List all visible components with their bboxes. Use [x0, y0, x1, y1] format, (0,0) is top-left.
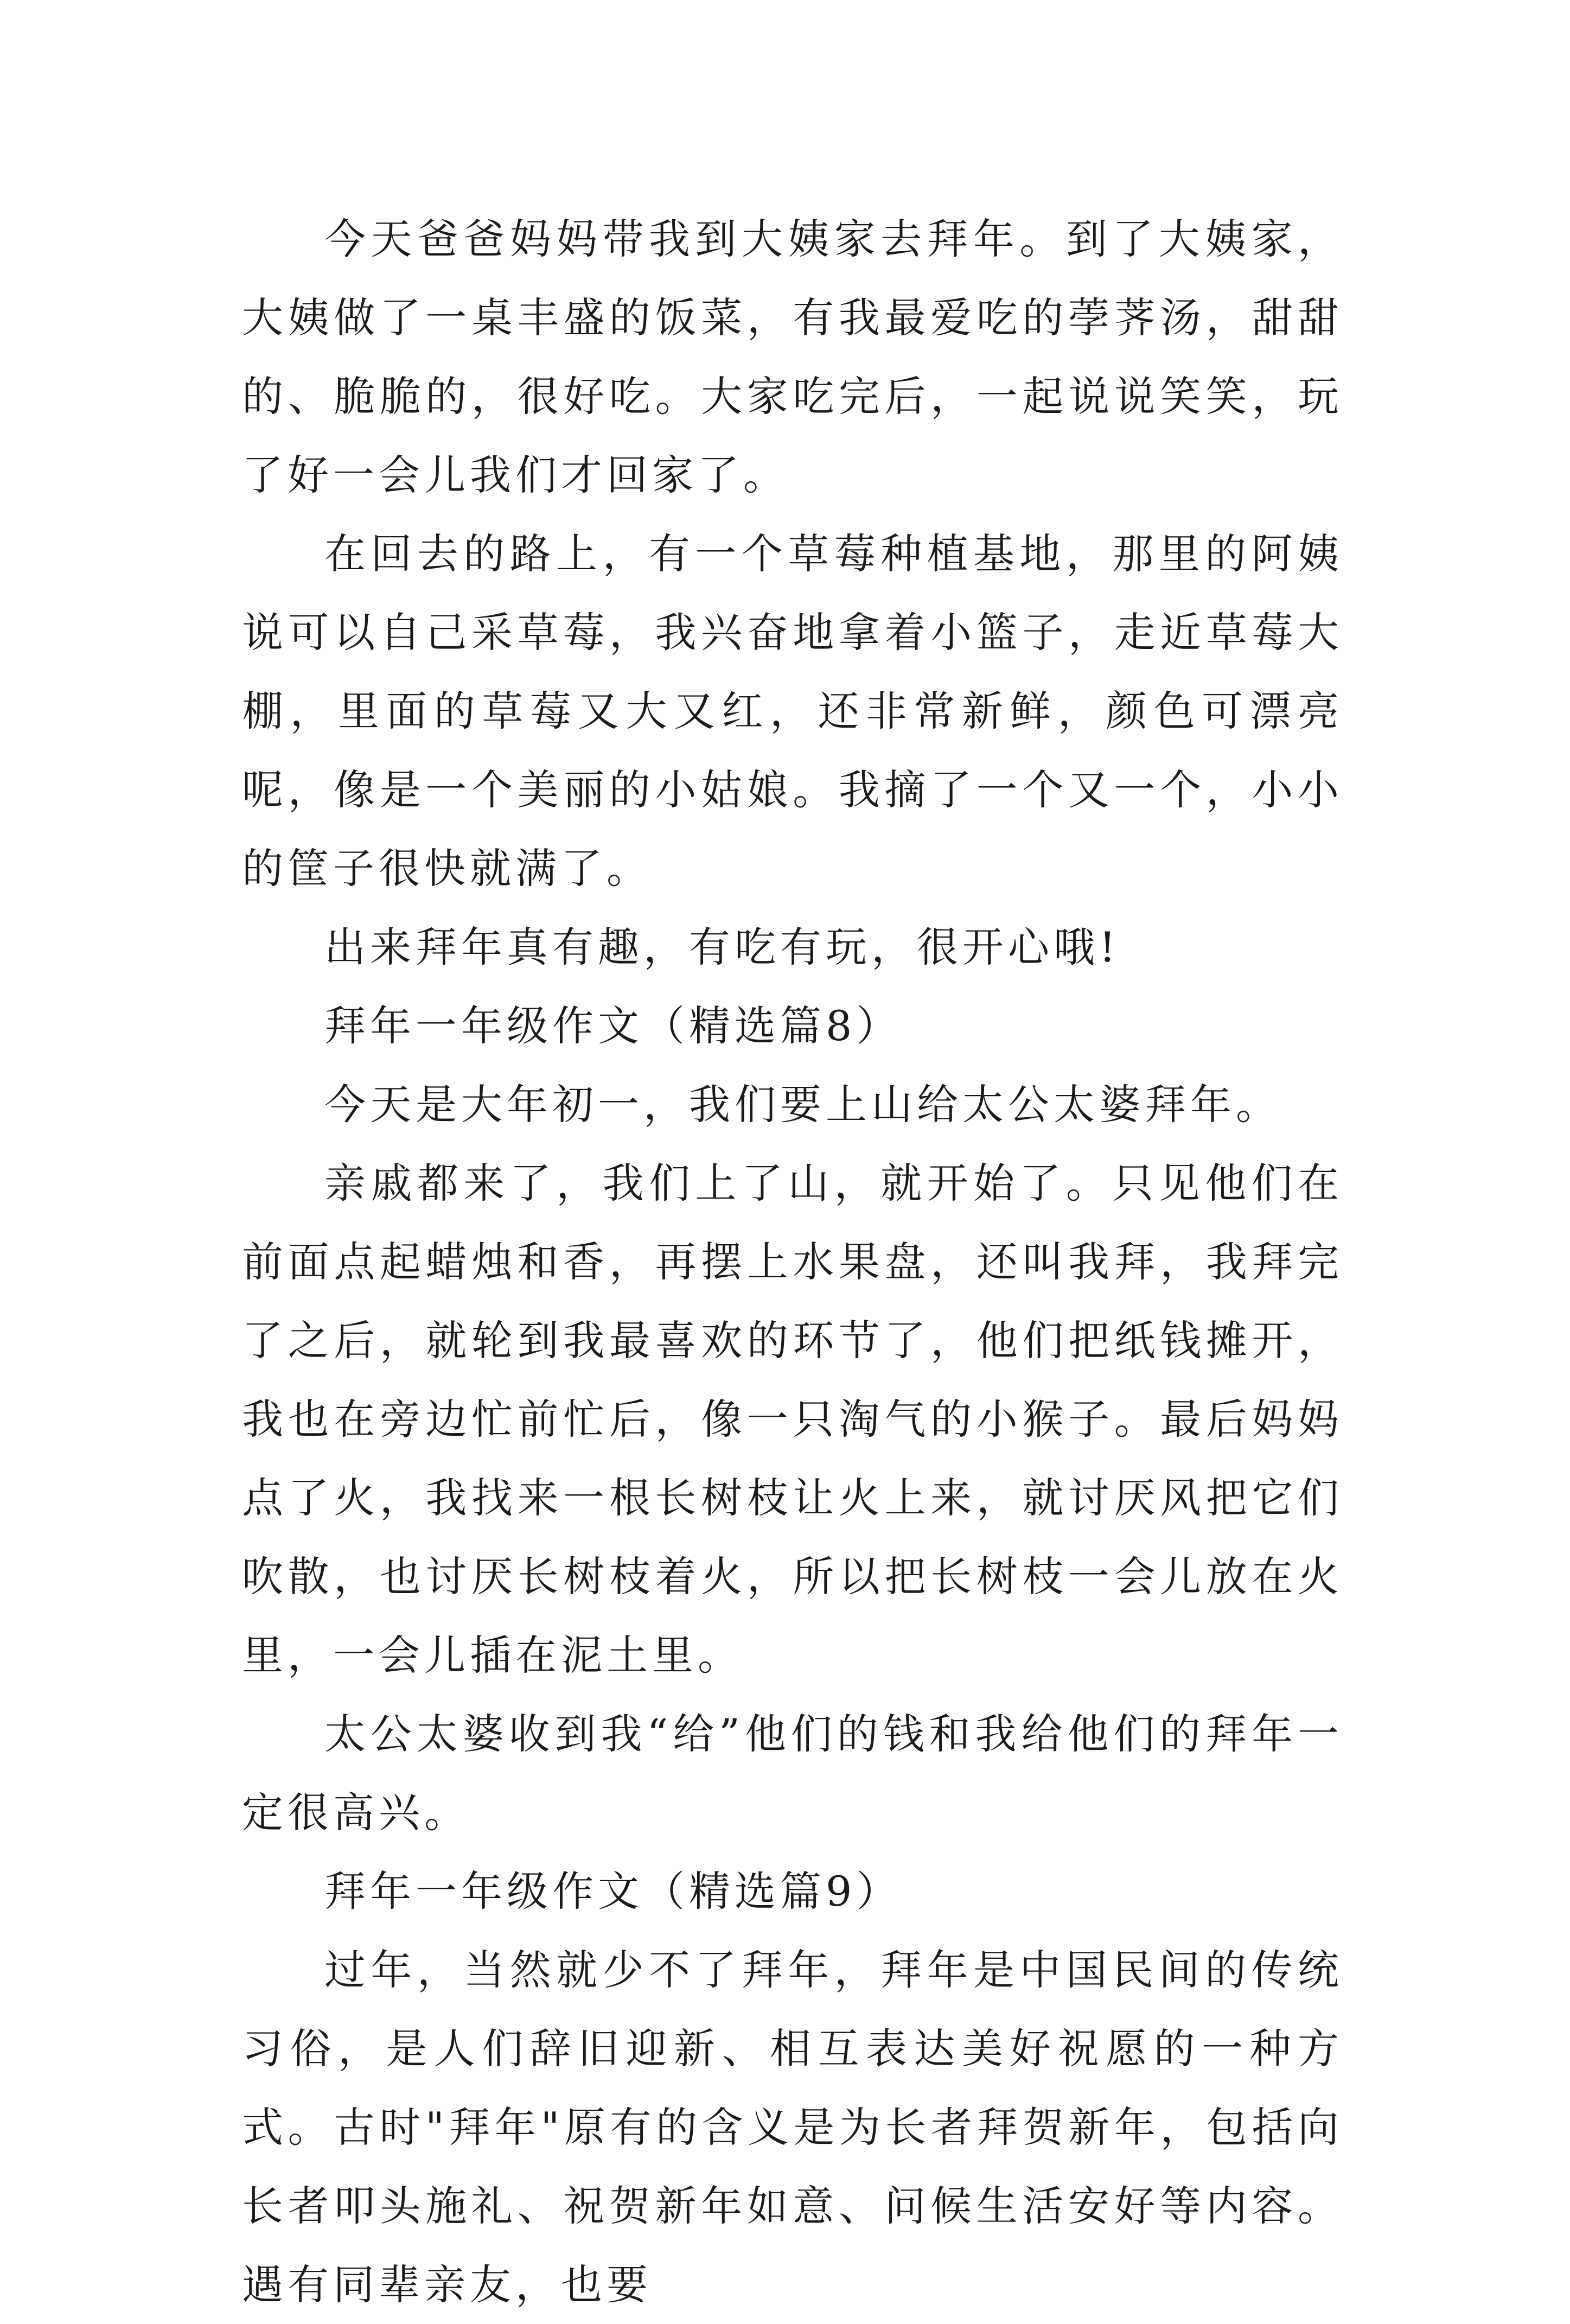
paragraph-conclusion: 出来拜年真有趣，有吃有玩，很开心哦! — [324, 923, 1120, 971]
paragraph-visit-aunt: 今天爸爸妈妈带我到大姨家去拜年。到了大姨家，大姨做了一桌丰盛的饭菜，有我最爱吃的荸荠汤，甜甜的、脆脆的，很好吃。大家吃完后，一起说说笑笑，玩了好一会儿我们才回家了。 — [242, 215, 1343, 499]
section-heading-8: 拜年一年级作文（精选篇8） — [324, 1002, 902, 1050]
paragraph-ancestors-happy: 太公太婆收到我“给”他们的钱和我给他们的拜年一定很高兴。 — [242, 1710, 1343, 1837]
essay-body — [242, 200, 1343, 2324]
section-heading-9: 拜年一年级作文（精选篇9） — [324, 1867, 902, 1915]
paragraph-strawberry-farm: 在回去的路上，有一个草莓种植基地，那里的阿姨说可以自己采草莓，我兴奋地拿着小篮子，走近草莓大棚，里面的草莓又大又红，还非常新鲜，颜色可漂亮呢，像是一个美丽的小姑娘。我摘了一个又一个，小小的筐子很快就满了。 — [242, 530, 1343, 893]
paragraph-mountain-ritual: 亲戚都来了，我们上了山，就开始了。只见他们在前面点起蜡烛和香，再摆上水果盘，还叫我拜，我拜完了之后，就轮到我最喜欢的环节了，他们把纸钱摊开，我也在旁边忙前忙后，像一只淘气的小猴子。最后妈妈点了火，我找来一根长树枝让火上来，就讨厌风把它们吹散，也讨厌长树枝着火，所以把长树枝一会儿放在火里，一会儿插在泥土里。 — [242, 1159, 1343, 1679]
paragraph-new-year-day: 今天是大年初一，我们要上山给太公太婆拜年。 — [324, 1080, 1281, 1129]
paragraph-tradition: 过年，当然就少不了拜年，拜年是中国民间的传统习俗，是人们辞旧迎新、相互表达美好祝愿的一种方式。古时"拜年"原有的含义是为长者拜贺新年，包括向长者叩头施礼、祝贺新年如意、问候生活安好等内容。遇有同辈亲友，也要 — [242, 1946, 1343, 2309]
